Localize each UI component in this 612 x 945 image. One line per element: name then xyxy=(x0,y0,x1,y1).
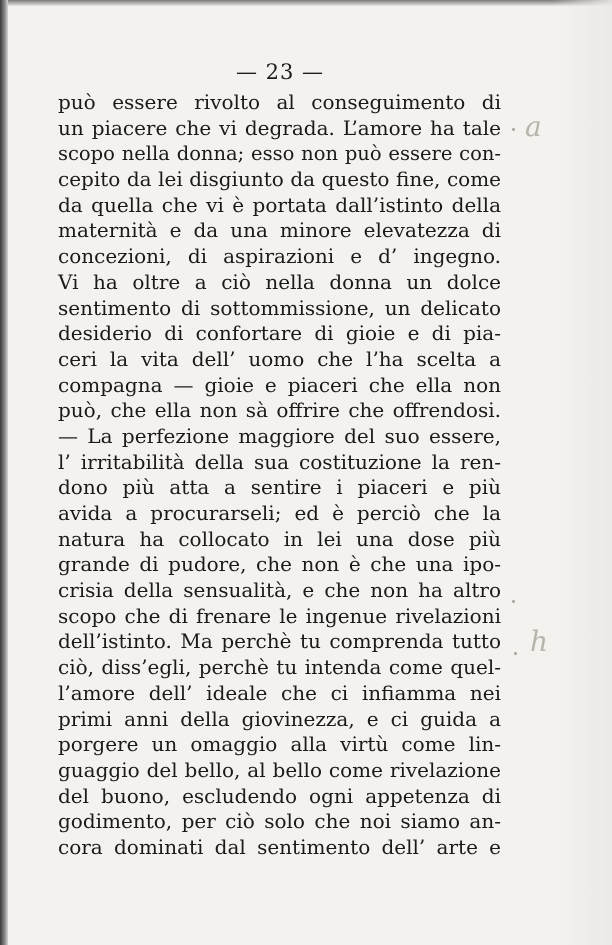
text-line: compagna — gioie e piaceri che ella non xyxy=(58,372,501,397)
text-line: concezioni, di aspirazioni e d’ ingegno. xyxy=(58,244,501,269)
text-line: crisia della sensualità, e che non ha altro xyxy=(58,578,501,603)
text-line: da quella che vi è portata dall’istinto della xyxy=(58,192,501,217)
text-line: dell’istinto. Ma perchè tu comprenda tutto xyxy=(58,629,501,654)
page-number: — 23 — xyxy=(235,60,325,84)
text-line: primi anni della giovinezza, e ci guida a xyxy=(58,706,501,731)
text-line: può essere rivolto al conseguimento di xyxy=(58,90,501,114)
text-line: ciò, diss’egli, perchè tu intenda come quel- xyxy=(58,655,501,680)
text-line: — La perfezione maggiore del suo essere, xyxy=(58,423,501,448)
text-line: natura ha collocato in lei una dose più xyxy=(58,526,501,551)
margin-note-h: h xyxy=(530,625,549,658)
text-line: cepito da lei disgiunto da questo fine, come xyxy=(58,167,501,192)
text-line: avida a procurarseli; ed è perciò che la xyxy=(58,501,501,525)
margin-dot xyxy=(512,128,515,131)
text-line: del buono, escludendo ogni appetenza di xyxy=(58,783,501,808)
text-line: godimento, per ciò solo che noi siamo an- xyxy=(58,809,501,834)
text-line: grande di pudore, che non è che una ipo- xyxy=(58,552,501,577)
text-line: porgere un omaggio alla virtù come lin- xyxy=(58,732,501,757)
text-line: sentimento di sottommissione, un delicato xyxy=(58,295,501,320)
text-line: l’amore dell’ ideale che ci infiamma nei xyxy=(58,680,501,705)
page-top-edge xyxy=(0,0,612,6)
text-line: guaggio del bello, al bello come rivelazione xyxy=(58,757,501,782)
text-line: Vi ha oltre a ciò nella donna un dolce xyxy=(58,269,501,294)
margin-dot xyxy=(514,652,517,655)
text-line: può, che ella non sà offrire che offrendosi. xyxy=(58,398,501,423)
text-line: ceri la vita dell’ uomo che l’ha scelta a xyxy=(58,346,501,371)
margin-dot xyxy=(512,600,515,603)
text-line: l’ irritabilità della sua costituzione la ren- xyxy=(58,449,501,474)
text-line: scopo che di frenare le ingenue rivelazioni xyxy=(58,603,501,628)
text-line: scopo nella donna; esso non può essere con- xyxy=(58,142,501,166)
margin-note-a: a xyxy=(525,110,542,143)
text-line: un piacere che vi degrada. L’amore ha tale xyxy=(58,115,501,140)
book-spine-edge xyxy=(0,0,8,945)
text-line: dono più atta a sentire i piaceri e più xyxy=(58,475,501,500)
text-line: maternità e da una minore elevatezza di xyxy=(58,218,501,243)
page-right-edge xyxy=(552,0,612,945)
text-line: desiderio di confortare di gioie e di pia- xyxy=(58,321,501,346)
body-text xyxy=(58,90,501,861)
text-line: cora dominati dal sentimento dell’ arte e xyxy=(58,834,501,859)
